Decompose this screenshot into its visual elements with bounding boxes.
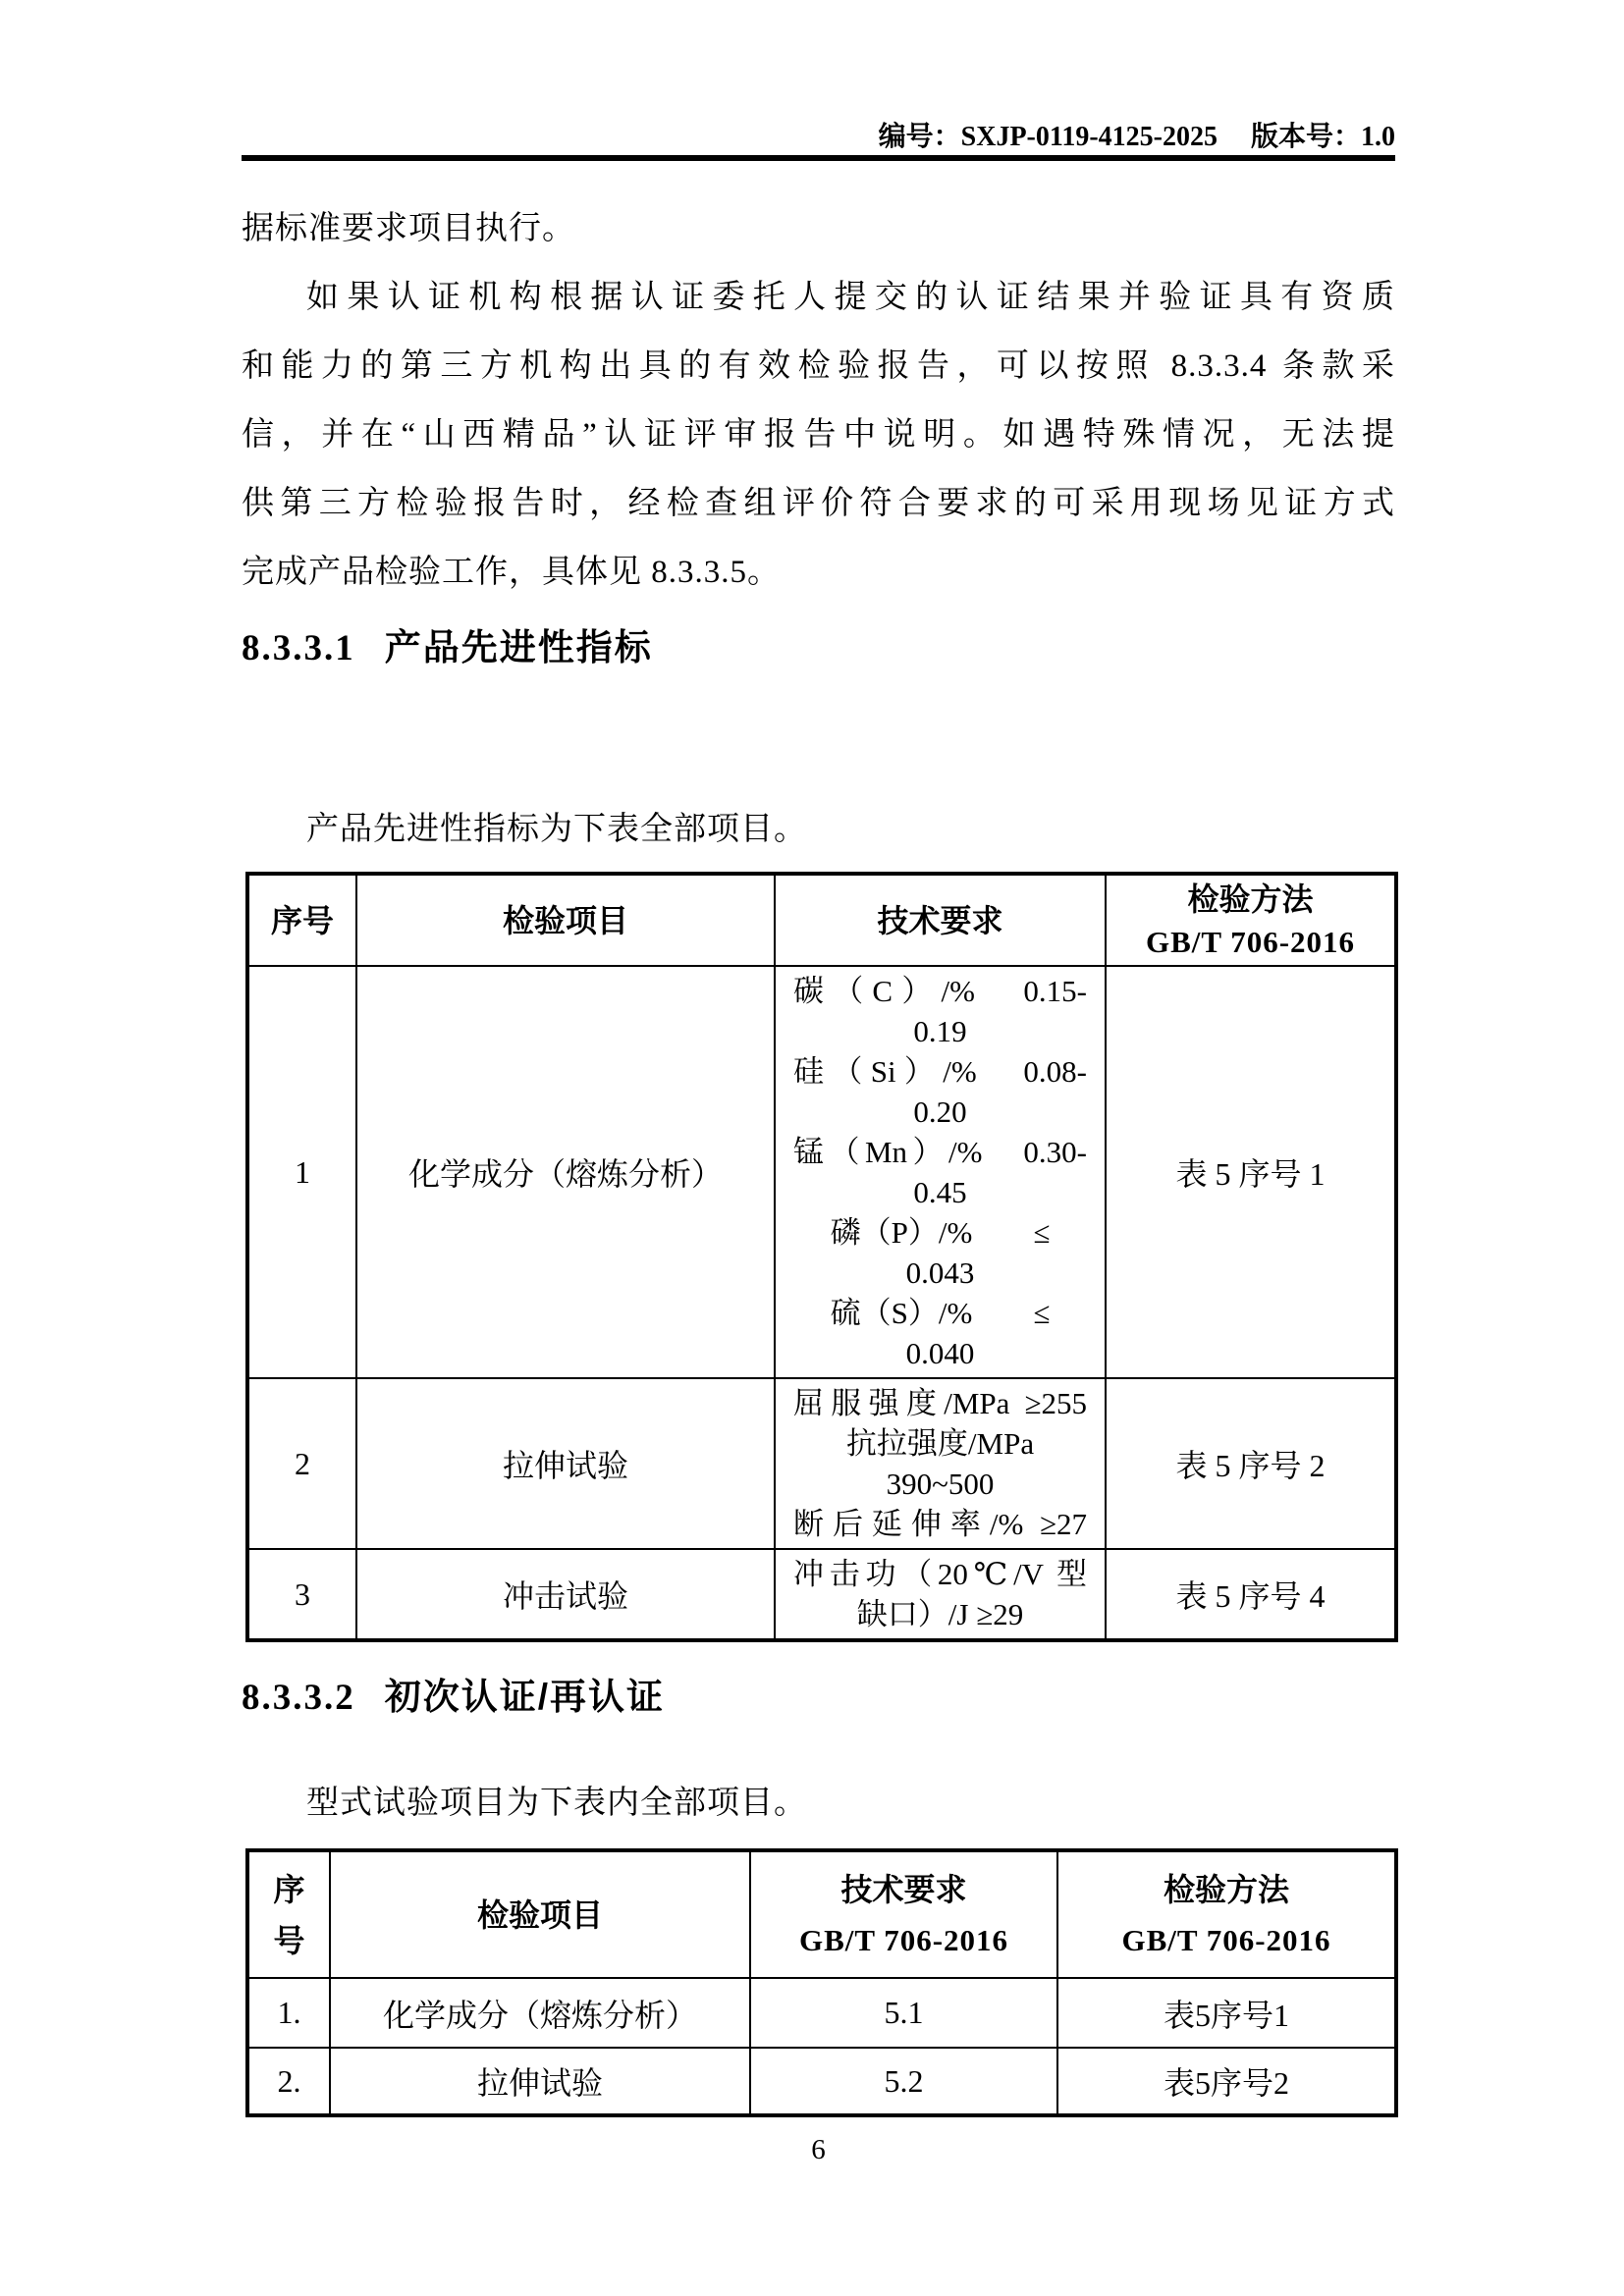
table-row — [247, 1978, 1396, 2048]
row-requirement — [775, 966, 1106, 1378]
table1-intro: 产品先进性指标为下表全部项目。 — [306, 812, 807, 847]
col-header-method-line2: GB/T 706-2016 — [1145, 924, 1356, 959]
doc-number-value: SXJP-0119-4125-2025 — [960, 122, 1218, 152]
table-row — [247, 2048, 1396, 2115]
requirement-line: 硫（S）/% ≤ — [830, 1296, 1051, 1330]
row-requirement — [775, 1549, 1106, 1640]
requirement-line: 0.040 — [905, 1336, 975, 1370]
row-item: 冲击试验 — [356, 1549, 775, 1640]
col-header-seq-line1: 序 — [273, 1871, 305, 1907]
row-seq: 2 — [247, 1378, 356, 1549]
row-method: 表 5 序号 2 — [1106, 1378, 1396, 1549]
doc-number-label: 编号： — [878, 121, 961, 151]
section-title: 初次认证/再认证 — [384, 1677, 666, 1717]
row-method: 表 5 序号 1 — [1106, 966, 1396, 1378]
section-heading-8332 — [242, 1673, 665, 1722]
advancement-indicators-table — [245, 872, 1398, 1642]
paragraph-line: 据标准要求项目执行。 — [242, 211, 575, 246]
requirement-line: 屈服强度/MPa ≥255 — [793, 1386, 1087, 1420]
version-label: 版本号： — [1250, 121, 1361, 151]
requirement-line: 碳（C）/% 0.15- — [793, 974, 1087, 1008]
requirement-line: 0.45 — [913, 1175, 967, 1209]
table-row — [247, 966, 1396, 1378]
row-method: 表 5 序号 4 — [1106, 1549, 1396, 1640]
col-header-requirement: 技术要求 — [775, 874, 1106, 966]
col-header-method-line1: 检验方法 — [1187, 881, 1314, 917]
row-item: 拉伸试验 — [330, 2048, 750, 2115]
requirement-line: 0.043 — [905, 1255, 975, 1290]
table2-intro: 型式试验项目为下表内全部项目。 — [306, 1786, 807, 1821]
row-seq: 1 — [247, 966, 356, 1378]
row-seq: 1. — [247, 1978, 330, 2048]
col-header-requirement-line1: 技术要求 — [840, 1871, 967, 1907]
version-value: 1.0 — [1361, 122, 1395, 152]
section-number: 8.3.3.2 — [242, 1678, 355, 1718]
table-row — [247, 1378, 1396, 1549]
row-requirement: 5.2 — [750, 2048, 1057, 2115]
header-divider — [242, 155, 1395, 161]
row-method: 表5序号1 — [1057, 1978, 1396, 2048]
col-header-seq: 序号 — [247, 874, 356, 966]
row-item: 拉伸试验 — [356, 1378, 775, 1549]
requirement-line: 锰（Mn）/% 0.30- — [793, 1135, 1087, 1169]
requirement-line: 0.19 — [913, 1014, 967, 1048]
col-header-seq-line2: 号 — [273, 1922, 305, 1958]
requirement-line: 0.20 — [913, 1095, 967, 1129]
row-item: 化学成分（熔炼分析） — [330, 1978, 750, 2048]
page-number: 6 — [811, 2134, 826, 2165]
col-header-method-line1: 检验方法 — [1163, 1871, 1289, 1907]
row-seq: 3 — [247, 1549, 356, 1640]
section-number: 8.3.3.1 — [242, 628, 355, 668]
table-header-row — [247, 874, 1396, 966]
row-method: 表5序号2 — [1057, 2048, 1396, 2115]
col-header-item: 检验项目 — [330, 1850, 750, 1978]
row-seq: 2. — [247, 2048, 330, 2115]
section-heading-8331 — [242, 623, 653, 672]
paragraph-line: 和能力的第三方机构出具的有效检验报告，可以按照 8.3.3.4 条款采 — [242, 348, 1395, 384]
requirement-line: 390~500 — [886, 1467, 995, 1501]
requirement-line: 缺口）/J ≥29 — [856, 1597, 1024, 1631]
requirement-line: 硅（Si）/% 0.08- — [793, 1054, 1087, 1089]
requirement-line: 冲击功（20℃/V 型 — [793, 1557, 1087, 1591]
table-row — [247, 1549, 1396, 1640]
type-test-table — [245, 1848, 1398, 2117]
col-header-method — [1106, 874, 1396, 966]
section-title: 产品先进性指标 — [384, 627, 653, 667]
col-header-requirement — [750, 1850, 1057, 1978]
col-header-seq — [247, 1850, 330, 1978]
row-requirement: 5.1 — [750, 1978, 1057, 2048]
paragraph-line: 信，并在“山西精品”认证评审报告中说明。如遇特殊情况，无法提 — [242, 417, 1395, 453]
paragraph-line: 如果认证机构根据认证委托人提交的认证结果并验证具有资质 — [306, 280, 1395, 315]
col-header-requirement-line2: GB/T 706-2016 — [798, 1922, 1009, 1957]
paragraph-line: 完成产品检验工作，具体见 8.3.3.5。 — [242, 555, 781, 590]
paragraph-line: 供第三方检验报告时，经检查组评价符合要求的可采用现场见证方式 — [242, 486, 1395, 521]
requirement-line: 抗拉强度/MPa — [845, 1426, 1035, 1461]
requirement-line: 磷（P）/% ≤ — [830, 1215, 1051, 1250]
col-header-item: 检验项目 — [356, 874, 775, 966]
row-item: 化学成分（熔炼分析） — [356, 966, 775, 1378]
document-header — [242, 120, 1395, 154]
table-header-row — [247, 1850, 1396, 1978]
col-header-method — [1057, 1850, 1396, 1978]
col-header-method-line2: GB/T 706-2016 — [1121, 1922, 1331, 1957]
body-paragraphs — [242, 194, 1395, 607]
row-requirement — [775, 1378, 1106, 1549]
requirement-line: 断后延伸率/% ≥27 — [793, 1507, 1087, 1541]
